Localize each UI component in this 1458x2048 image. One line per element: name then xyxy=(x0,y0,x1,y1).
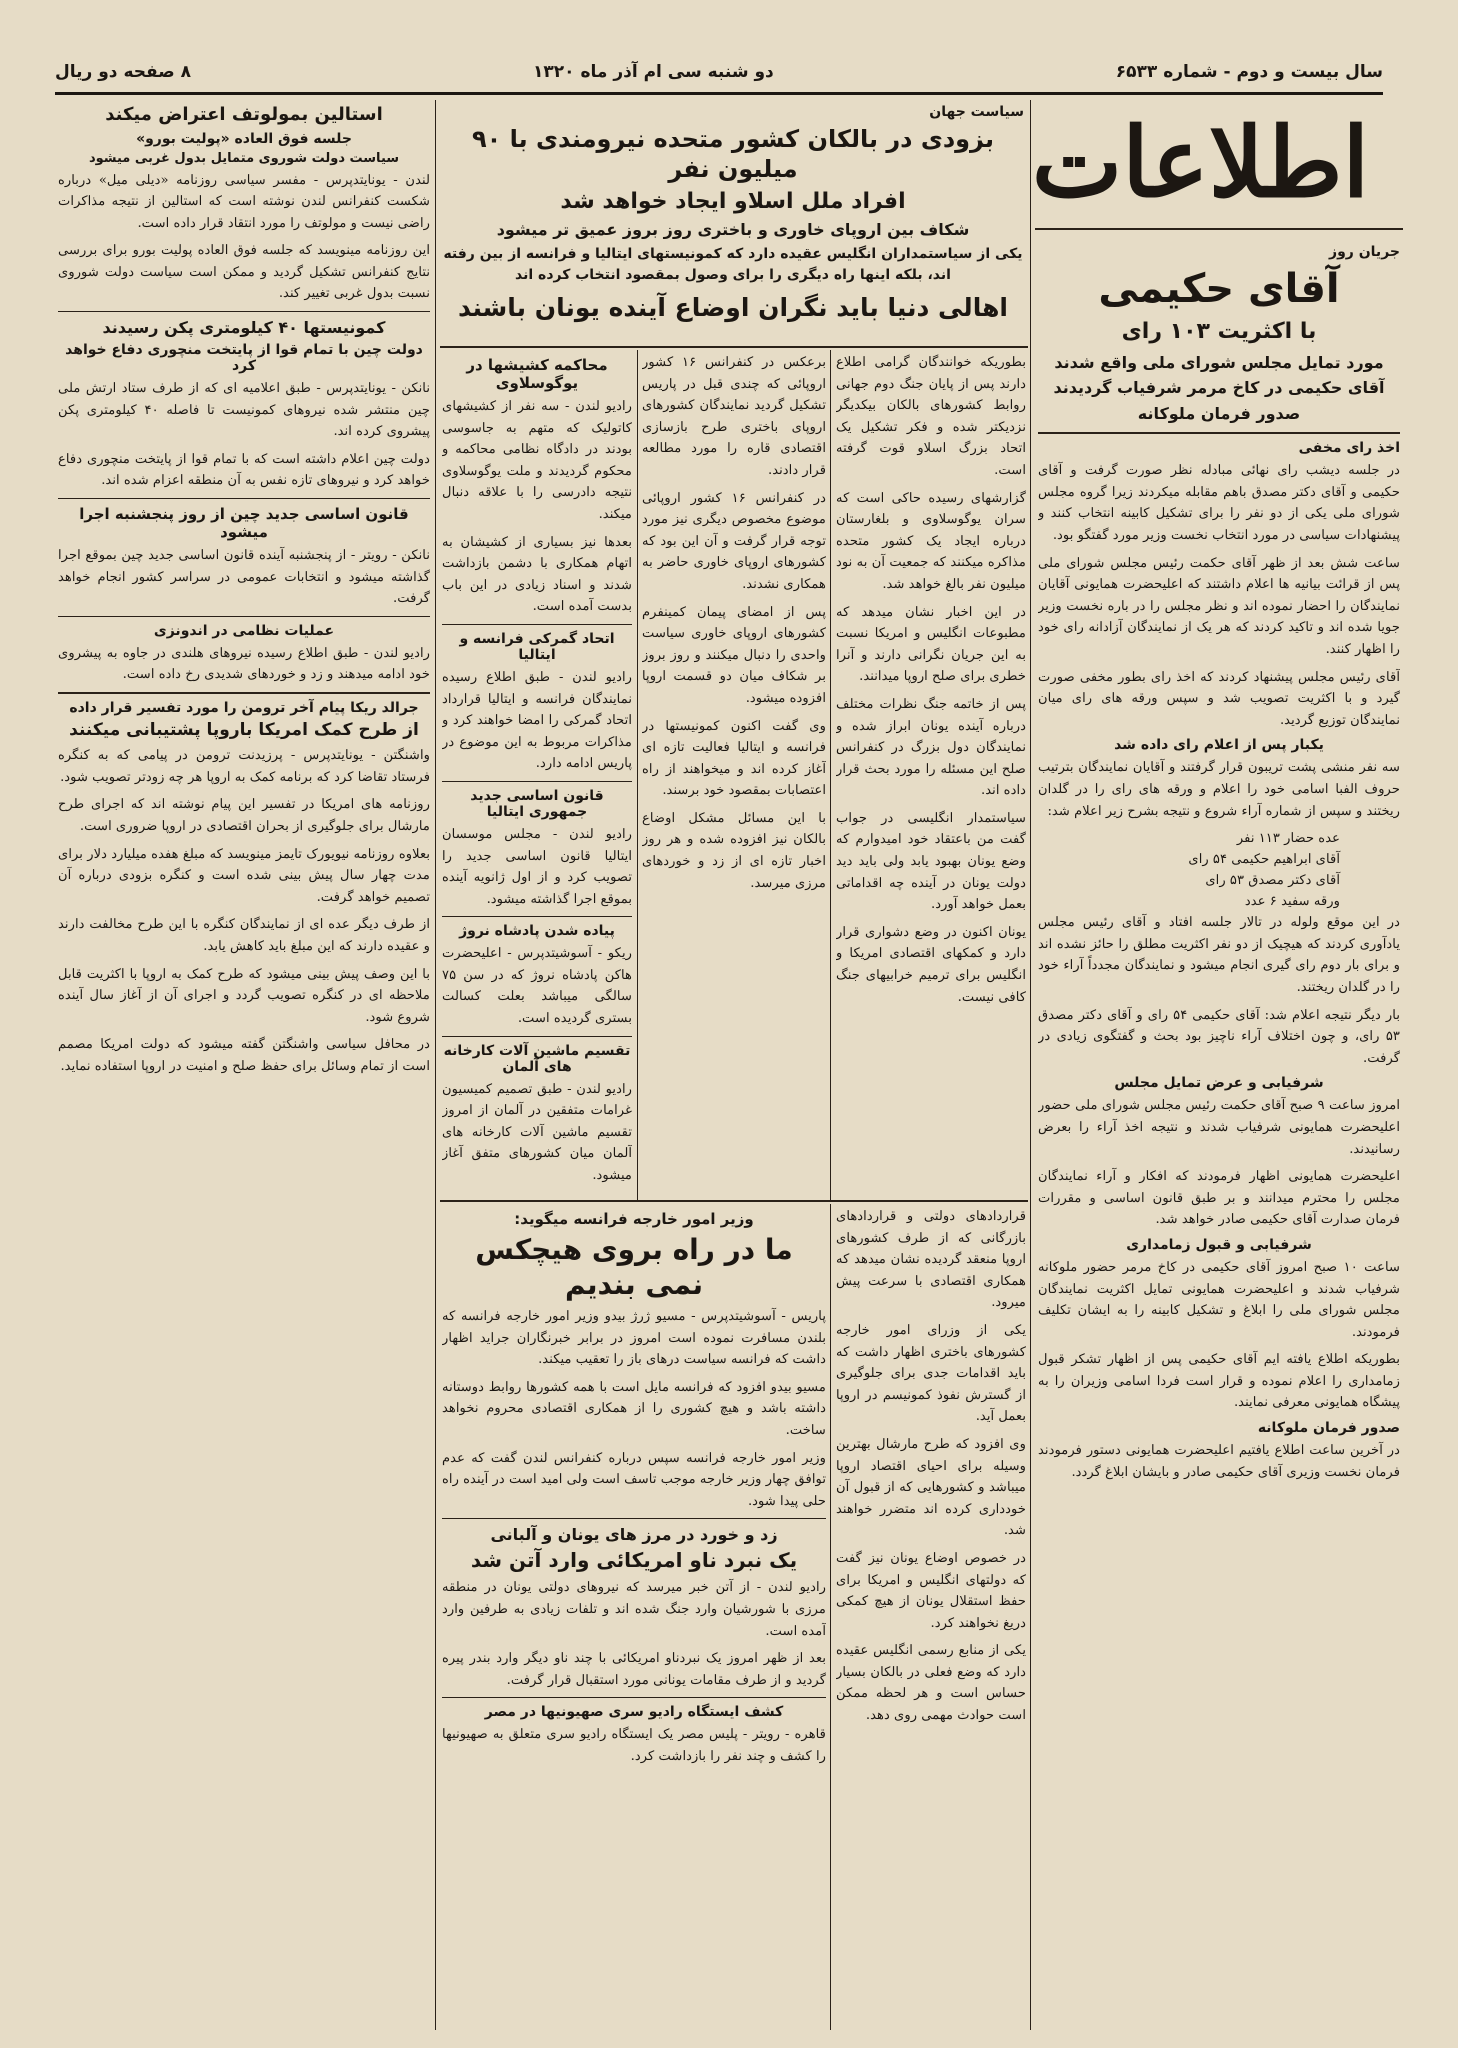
article-paragraph: از طرف دیگر عده ای از نمایندگان کنگره با این طرح مخالفت دارند و عقیده دارند که این مبلغ باید کاهش یابد. xyxy=(58,917,430,954)
article-paragraph: مسیو بیدو افزود که فرانسه مایل است با همه کشورها روابط دوستانه داشته باشد و هیچ کشوری را از همکاری اقتصادی محروم نخواهد ساخت. xyxy=(442,1379,826,1438)
article-paragraph: وی گفت اکنون کمونیستها در فرانسه و ایتالیا فعالیت تازه ای آغاز کرده اند و میخواهند از راه اعتصابات بمقصود خود برسند. xyxy=(642,718,826,799)
banner-headline-2: افراد ملل اسلاو ایجاد خواهد شد xyxy=(560,189,906,214)
issue-date: دو شنبه سی ام آذر ماه ۱۳۲۰ xyxy=(533,62,774,82)
article-paragraph: اعلیحضرت همایونی اظهار فرمودند که افکار و آراء نمایندگان مجلس را محترم میدانند و بر طبق قانون اساسی و مقررات فرمان صدارت آقای حکیمی صادر خواهد شد. xyxy=(1038,1169,1400,1228)
subhead: اتحاد گمرکی فرانسه و ایتالیا xyxy=(459,630,615,663)
article-paragraph: با این مسائل مشکل اوضاع بالکان نیز افزوده شده و هر روز اخبار تازه ای از زد و خوردهای مرزی میرسد. xyxy=(642,810,826,891)
article-paragraph: در این اخبار نشان میدهد که مطبوعات انگلیس و امریکا نسبت به این جریان نگرانی دارند و آنرا خطری برای صلح اروپا میدانند. xyxy=(836,604,1026,685)
article-paragraph: با این وصف پیش بینی میشود که طرح کمک به اروپا با اکثریت قابل ملاحظه ای در کنگره تصویب گردد و اجرای آن از آغاز سال آینده شروع شود. xyxy=(58,966,430,1025)
section-label: جریان روز xyxy=(1329,244,1400,260)
divider xyxy=(58,498,430,499)
article-paragraph: ساعت شش بعد از ظهر آقای حکمت رئیس مجلس شورای ملی پس از قرائت بیانیه ها اعلام داشتند که اعلیحضرت همایونی آقایان نمایندگان را احضار نموده اند و نظر مجلس را در باره نخست وزیر جویا شده اند و تاکید کردند که هر یک از نمایندگان آزادانه رای خود را اظهار کنند. xyxy=(1038,555,1400,658)
article-paragraph: یونان اکنون در وضع دشواری قرار دارد و کمکهای اقتصادی امریکا و انگلیس برای ترمیم خرابیهای جنگ کافی نیست. xyxy=(836,924,1026,1005)
lower-headline: ما در راه بروی هیچکس نمی بندیم xyxy=(475,1233,793,1301)
article-paragraph: برعکس در کنفرانس ۱۶ کشور اروپائی که چندی قبل در پاریس تشکیل گردید نمایندگان کشورهای اروپای باختری طرح بازسازی اقتصادی قاره را مورد مطالعه قرار دادند. xyxy=(642,355,826,478)
article-paragraph: ریکو - آسوشیتدپرس - اعلیحضرت هاکن پادشاه نروژ که در سن ۷۵ سالگی میباشد بعلت کسالت بستری گردیده است. xyxy=(442,946,632,1027)
headline: از طرح کمک امریکا باروپا پشتیبانی میکنند xyxy=(69,720,419,740)
article-paragraph: بعلاوه روزنامه نیویورک تایمز مینویسد که مبلغ هفده میلیارد دلار برای مدت چهار سال پیش بینی شده است و کنگره بزودی درباره آن تصمیم خواهد گرفت. xyxy=(58,846,430,905)
lead-subtitle: با اکثریت ۱۰۳ رای xyxy=(1121,319,1317,344)
subcolumn-divider xyxy=(637,350,638,1200)
article-paragraph: رادیو لندن - سه نفر از کشیشهای کاتولیک که متهم به جاسوسی بودند در دادگاه نظامی محاکمه و محکوم گردیدند و ملت یوگوسلاوی نتیجه دادرسی را با علاقه دنبال میکند. xyxy=(442,399,632,522)
article-paragraph: رادیو لندن - طبق اطلاع رسیده نمایندگان فرانسه و ایتالیا قرارداد اتحاد گمرکی را امضا خواهند کرد و مذاکرات مربوط به این موضوع در پاریس ادامه دارد. xyxy=(442,669,632,772)
article-paragraph: ساعت ۱۰ صبح امروز آقای حکیمی در کاخ مرمر حضور ملوکانه شرفیاب شدند و اعلیحضرت همایونی تمایل اکثریت نمایندگان مجلس شورای ملی را ابلاغ و تشکیل کابینه را به ایشان تکلیف فرمودند. xyxy=(1038,1259,1400,1340)
lower-right-column xyxy=(836,1206,1026,2026)
masthead-rule xyxy=(1035,228,1403,230)
article-paragraph: امروز ساعت ۹ صبح آقای حکمت رئیس مجلس شورای ملی حضور اعلیحضرت همایونی شرفیاب شدند و نتیجه اخذ آراء را بعرض رسانیدند. xyxy=(1038,1098,1400,1157)
article-paragraph: بعد از ظهر امروز یک نبردناو امریکائی با چند ناو دیگر وارد بندر پیره گردید و از طرف مقامات یونانی مورد استقبال قرار گرفت. xyxy=(442,1651,826,1688)
article-paragraph: پس از خاتمه جنگ نظرات مختلف درباره آینده یونان ابراز شده و نمایندگان دول بزرگ در کنفرانس صلح این مسئله را مورد بحث قرار داده اند. xyxy=(836,696,1026,799)
article-paragraph: دولت چین اعلام داشته است که با تمام قوا از پایتخت منچوری دفاع خواهد کرد و نیروهای تازه نفس به آن منطقه اعزام شده اند. xyxy=(58,451,430,489)
subhead: جرالد ریکا پیام آخر ترومن را مورد تفسیر قرار داده xyxy=(69,700,419,716)
right-column xyxy=(1038,240,1400,2030)
subhead: سیاست دولت شوروی متمایل بدول غربی میشود xyxy=(88,150,400,166)
divider xyxy=(442,624,632,625)
banner-headline: بزودی در بالکان کشور متحده نیرومندی با ۹۰ میلیون نفر xyxy=(472,125,994,183)
subcolumn-left xyxy=(442,352,632,1197)
center-banner xyxy=(442,100,1024,345)
article-paragraph: رادیو لندن - طبق تصمیم کمیسیون غرامات متفقین در آلمان از امروز تقسیم ماشین آلات کارخانه های آلمان میان کشورهای متفق آغاز میشود. xyxy=(442,1081,632,1184)
subhead: قانون اساسی جدید جمهوری ایتالیا xyxy=(470,787,604,820)
article-paragraph: قراردادهای دولتی و قراردادهای بازرگانی که از طرف کشورهای اروپا منعقد گردیده نشان میدهد که همکاری اقتصادی با سرعت پیش میرود. xyxy=(836,1209,1026,1311)
article-paragraph: سیاستمدار انگلیسی در جواب گفت من باعتقاد خود امیدوارم که وضع یونان بهبود یابد ولی باید دید دولت یونان در آینده چه اقداماتی بعمل خواهد آورد. xyxy=(836,810,1026,913)
subhead: دولت چین با تمام قوا از پایتخت منچوری دفاع خواهد کرد xyxy=(65,342,423,375)
vote-line: آقای ابراهیم حکیمی ۵۴ رای xyxy=(1188,852,1340,868)
article-paragraph: بطوریکه اطلاع یافته ایم آقای حکیمی پس از اظهار تشکر قبول زمامداری را اعلام نموده و قرار است فردا اسامی وزیران را به پیشگاه همایونی معرفی نمایند. xyxy=(1038,1352,1400,1411)
lead-deck: مورد تمایل مجلس شورای ملی واقع شدند آقای حکیمی در کاخ مرمر شرفیاب گردیدند صدور فرمان ملوکانه xyxy=(1053,352,1385,423)
subhead: عملیات نظامی در اندونزی xyxy=(153,622,335,639)
article-paragraph: در آخرین ساعت اطلاع یافتیم اعلیحضرت همایونی دستور فرمودند فرمان نخست وزیری آقای حکیمی صادر و بایشان ابلاغ گردد. xyxy=(1038,1443,1400,1480)
masthead: اطلاعات xyxy=(1031,106,1370,219)
article-paragraph: واشنگتن - یونایتدپرس - پرزیدنت ترومن در پیامی که به کنگره فرستاد تقاضا کرد که برنامه کمک به اروپا هر چه زودتر تصویب شود. xyxy=(58,748,430,785)
divider xyxy=(58,311,430,312)
subhead-large: یک نبرد ناو امریکائی وارد آتن شد xyxy=(470,1548,798,1573)
vote-list xyxy=(1038,828,1400,912)
subhead: اخذ رای مخفی xyxy=(1298,440,1400,457)
article-paragraph: وی افزود که طرح مارشال بهترین وسیله برای احیای اقتصاد اروپا میباشد و کشورهایی که از قبول آن خودداری کرده اند متضرر خواهند شد. xyxy=(836,1436,1026,1539)
article-paragraph: در جلسه دیشب رای نهائی مبادله نظر صورت گرفت و آقای حکیمی و آقای دکتر مصدق باهم مقابله میکردند زیرا گروه مجلس شورای ملی یکی از دو نفر را برای تشکیل کابینه انتخاب کنند و پیشنهادات سیاسی در مورد انتخاب نخست وزیر مورد گفتگو بود. xyxy=(1038,463,1400,544)
issue-number: سال بیست و دوم - شماره ۶۵۳۳ xyxy=(1115,62,1383,82)
subhead: پیاده شدن پادشاه نروژ xyxy=(459,923,615,940)
vote-line: ورقه سفید ۶ عدد xyxy=(1244,894,1340,910)
subcolumn-right xyxy=(836,352,1026,1197)
price: ۸ صفحه دو ریال xyxy=(55,62,191,82)
banner-rule xyxy=(440,346,1028,348)
divider xyxy=(58,692,430,694)
article-paragraph: نانکن - یونایتدپرس - طبق اعلامیه ای که از طرف ستاد ارتش ملی چین منتشر شده نیروهای کمونیست تا فاصله ۴۰ کیلومتری پکن پیشروی کرده اند. xyxy=(58,381,430,440)
article-paragraph: پاریس - آسوشیتدپرس - مسیو ژرژ بیدو وزیر امور خارجه فرانسه که بلندن مسافرت نموده است امروز در برابر خبرنگاران جراید اظهار داشت که فرانسه سیاست درهای باز را تعقیب میکند. xyxy=(442,1309,826,1368)
subhead: شرفیابی و عرض تمایل مجلس xyxy=(1114,1075,1324,1092)
article-paragraph: در خصوص اوضاع یونان نیز گفت که دولتهای انگلیس و امریکا برای حفظ استقلال یونان از هیچ کمکی دریغ نخواهند کرد. xyxy=(836,1550,1026,1631)
article-paragraph: رادیو لندن - طبق اطلاع رسیده نیروهای هلندی در جاوه به پیشروی خود ادامه میدهند و زد و خوردهای شدیدی رخ داده است. xyxy=(58,645,430,683)
divider xyxy=(442,781,632,782)
divider xyxy=(1038,432,1400,434)
subhead: قانون اساسی جدید چین از روز پنجشنبه اجرا میشود xyxy=(79,505,409,542)
article-paragraph: بطوریکه خوانندگان گرامی اطلاع دارند پس از پایان جنگ دوم جهانی روابط کشورهای بالکان بیکدیگر نزدیکتر شده و فکر تشکیل یک اتحاد بزرگ اسلاو قوت گرفته است. xyxy=(836,355,1026,478)
divider xyxy=(58,616,430,617)
article-paragraph: رادیو لندن - از آتن خبر میرسد که نیروهای دولتی یونان در منطقه مرزی با شورشیان وارد جنگ شده اند و تلفات زیادی به طرفین وارد آمده است. xyxy=(442,1580,826,1639)
article-paragraph: نانکن - رویتر - از پنجشنبه آینده قانون اساسی جدید چین بموقع اجرا گذاشته میشود و انتخابات عمومی در سراسر کشور انجام خواهد گرفت. xyxy=(58,548,430,607)
section-label: سیاست جهان xyxy=(929,104,1024,120)
kicker: وزیر امور خارجه فرانسه میگوید: xyxy=(514,1210,754,1228)
lower-rule xyxy=(440,1200,1028,1202)
subcolumn-divider xyxy=(830,350,831,1200)
article-paragraph: یکی از وزرای امور خارجه کشورهای باختری اظهار داشت که باید اقدامات جدی برای جلوگیری از گسترش نفوذ کمونیسم در اروپا بعمل آید. xyxy=(836,1322,1026,1425)
article-paragraph: سه نفر منشی پشت تریبون قرار گرفتند و آقایان نمایندگان بترتیب حروف الفبا اسامی خود را اعلام و ورقه های رای را در گلدان ریختند و سپس از شماره آراء شروع و نتیجه بشرح زیر اعلام شد: xyxy=(1038,760,1400,819)
divider xyxy=(442,1518,826,1519)
column-divider xyxy=(1030,100,1031,2030)
article-paragraph: یکی از منابع رسمی انگلیس عقیده دارد که وضع فعلی در بالکان بسیار حساس است و هر لحظه ممکن است حوادث مهمی روی دهد. xyxy=(836,1643,1026,1724)
article-paragraph: بعدها نیز بسیاری از کشیشان به اتهام همکاری با دشمن بازداشت شدند و اسناد زیادی در این باب بدست آمده است. xyxy=(442,534,632,615)
masthead-box xyxy=(1003,98,1398,228)
banner-deck-2: یکی از سیاستمداران انگلیس عقیده دارد که کمونیستهای ایتالیا و فرانسه از بین رفته اند، بلکه اینها راه دیگری را برای وصول بمقصود انتخاب کرده اند xyxy=(443,245,1023,283)
headline: استالین بمولوتف اعتراض میکند xyxy=(105,104,383,125)
subhead: جلسه فوق العاده «پولیت بورو» xyxy=(136,130,352,147)
column-divider xyxy=(435,100,436,2030)
divider xyxy=(442,1697,826,1698)
article-paragraph: وزیر امور خارجه فرانسه سپس درباره کنفرانس لندن گفت که عدم توافق چهار وزیر خارجه موجب تاسف است ولی امید است در آینده راه حلی پیدا شود. xyxy=(442,1450,826,1509)
subhead: صدور فرمان ملوکانه xyxy=(1257,1420,1400,1437)
subhead: کشف ایستگاه رادیو سری صهیونیها در مصر xyxy=(484,1704,784,1721)
divider xyxy=(442,1036,632,1037)
subhead: محاکمه کشیشها در یوگوسلاوی xyxy=(466,356,608,392)
subhead: زد و خورد در مرز های یونان و آلبانی xyxy=(490,1525,778,1545)
vote-line: آقای دکتر مصدق ۵۳ رای xyxy=(1205,873,1340,889)
article-paragraph: آقای رئیس مجلس پیشنهاد کردند که اخذ رای بطور مخفی صورت گیرد و با اکثریت تصویب شد و سپس ورقه های رای میان نمایندگان توزیع گردید. xyxy=(1038,669,1400,728)
banner-deck: شکاف بین اروپای خاوری و باختری روز بروز عمیق تر میشود xyxy=(496,219,970,239)
subhead: تقسیم ماشین آلات کارخانه های آلمان xyxy=(443,1042,631,1075)
header-line xyxy=(55,58,1383,86)
article-paragraph: در محافل سیاسی واشنگتن گفته میشود که دولت امریکا مصمم است از تمام وسائل برای حفظ صلح و امنیت در اروپا استفاده نماید. xyxy=(58,1037,430,1074)
top-rule xyxy=(55,92,1383,95)
article-paragraph: روزنامه های امریکا در تفسیر این پیام نوشته اند که اجرای طرح مارشال برای جلوگیری از بحران اقتصادی در اروپا ضروری است. xyxy=(58,797,430,835)
subhead: شرفیابی و قبول زمامداری xyxy=(1126,1236,1312,1253)
subcolumn-middle xyxy=(642,352,826,1197)
headline: کمونیستها ۴۰ کیلومتری پکن رسیدند xyxy=(102,318,386,338)
lower-left-column xyxy=(442,1206,826,2026)
article-paragraph: در کنفرانس ۱۶ کشور اروپائی موضوع مخصوص دیگری نیز مورد توجه قرار گرفت و آن این بود که کشورهای اروپای خاوری حاضر به همکاری نشدند. xyxy=(642,490,826,592)
article-paragraph: قاهره - رویتر - پلیس مصر یک ایستگاه رادیو سری متعلق به صهیونیها را کشف و چند نفر را بازداشت کرد. xyxy=(442,1727,826,1764)
article-paragraph: بار دیگر نتیجه اعلام شد: آقای حکیمی ۵۴ رای و آقای دکتر مصدق ۵۳ رای، و چون اختلاف آراء ناچیز بود بحث و گفتگوی زیادی در گرفت. xyxy=(1038,1007,1400,1066)
subhead: یکبار پس از اعلام رای داده شد xyxy=(1114,737,1324,754)
left-column xyxy=(58,100,430,2030)
article-paragraph: این روزنامه مینویسد که جلسه فوق العاده پولیت بورو برای بررسی نتایج کنفرانس تشکیل گردید و ممکن است سیاست دولت شوروی نسبت بدول غربی تغییر کند. xyxy=(58,243,430,302)
banner-main-head: اهالی دنیا باید نگران اوضاع آینده یونان باشند xyxy=(458,292,1008,322)
article-paragraph: پس از امضای پیمان کمینفرم کشورهای اروپای خاوری سیاست واحدی را دنبال میکنند و روز بروز بر شکاف میان دو قسمت اروپا افزوده میشود. xyxy=(642,604,826,706)
divider xyxy=(442,916,632,917)
article-paragraph: گزارشهای رسیده حاکی است که سران یوگوسلاوی و بلغارستان درباره ایجاد یک کشور متحده مذاکره میکنند که جمعیت آن به نود میلیون نفر بالغ خواهد شد. xyxy=(836,490,1026,592)
subcolumn-divider xyxy=(830,1204,831,2030)
article-paragraph: لندن - یونایتدپرس - مفسر سیاسی روزنامه «دیلی میل» درباره شکست کنفرانس لندن نوشته است که استالین از نتیجه مذاکرات راضی نیست و مولوتف را مورد انتقاد قرار داده است. xyxy=(58,172,430,231)
article-paragraph: در این موقع ولوله در تالار جلسه افتاد و آقای رئیس مجلس یادآوری کردند که هیچیک از دو نفر اکثریت مطلق را حائز نشده اند و برای بار دوم رای گیری انجام میشود و نمایندگان مجدداً آراء خود را در گلدان ریختند. xyxy=(1038,915,1400,995)
vote-line: عده حضار ۱۱۳ نفر xyxy=(1236,831,1340,847)
article-paragraph: رادیو لندن - مجلس موسسان ایتالیا قانون اساسی جدید را تصویب کرد و از اول ژانویه آینده بموقع اجرا گذاشته میشود. xyxy=(442,826,632,907)
lead-title: آقای حکیمی xyxy=(1098,266,1340,312)
